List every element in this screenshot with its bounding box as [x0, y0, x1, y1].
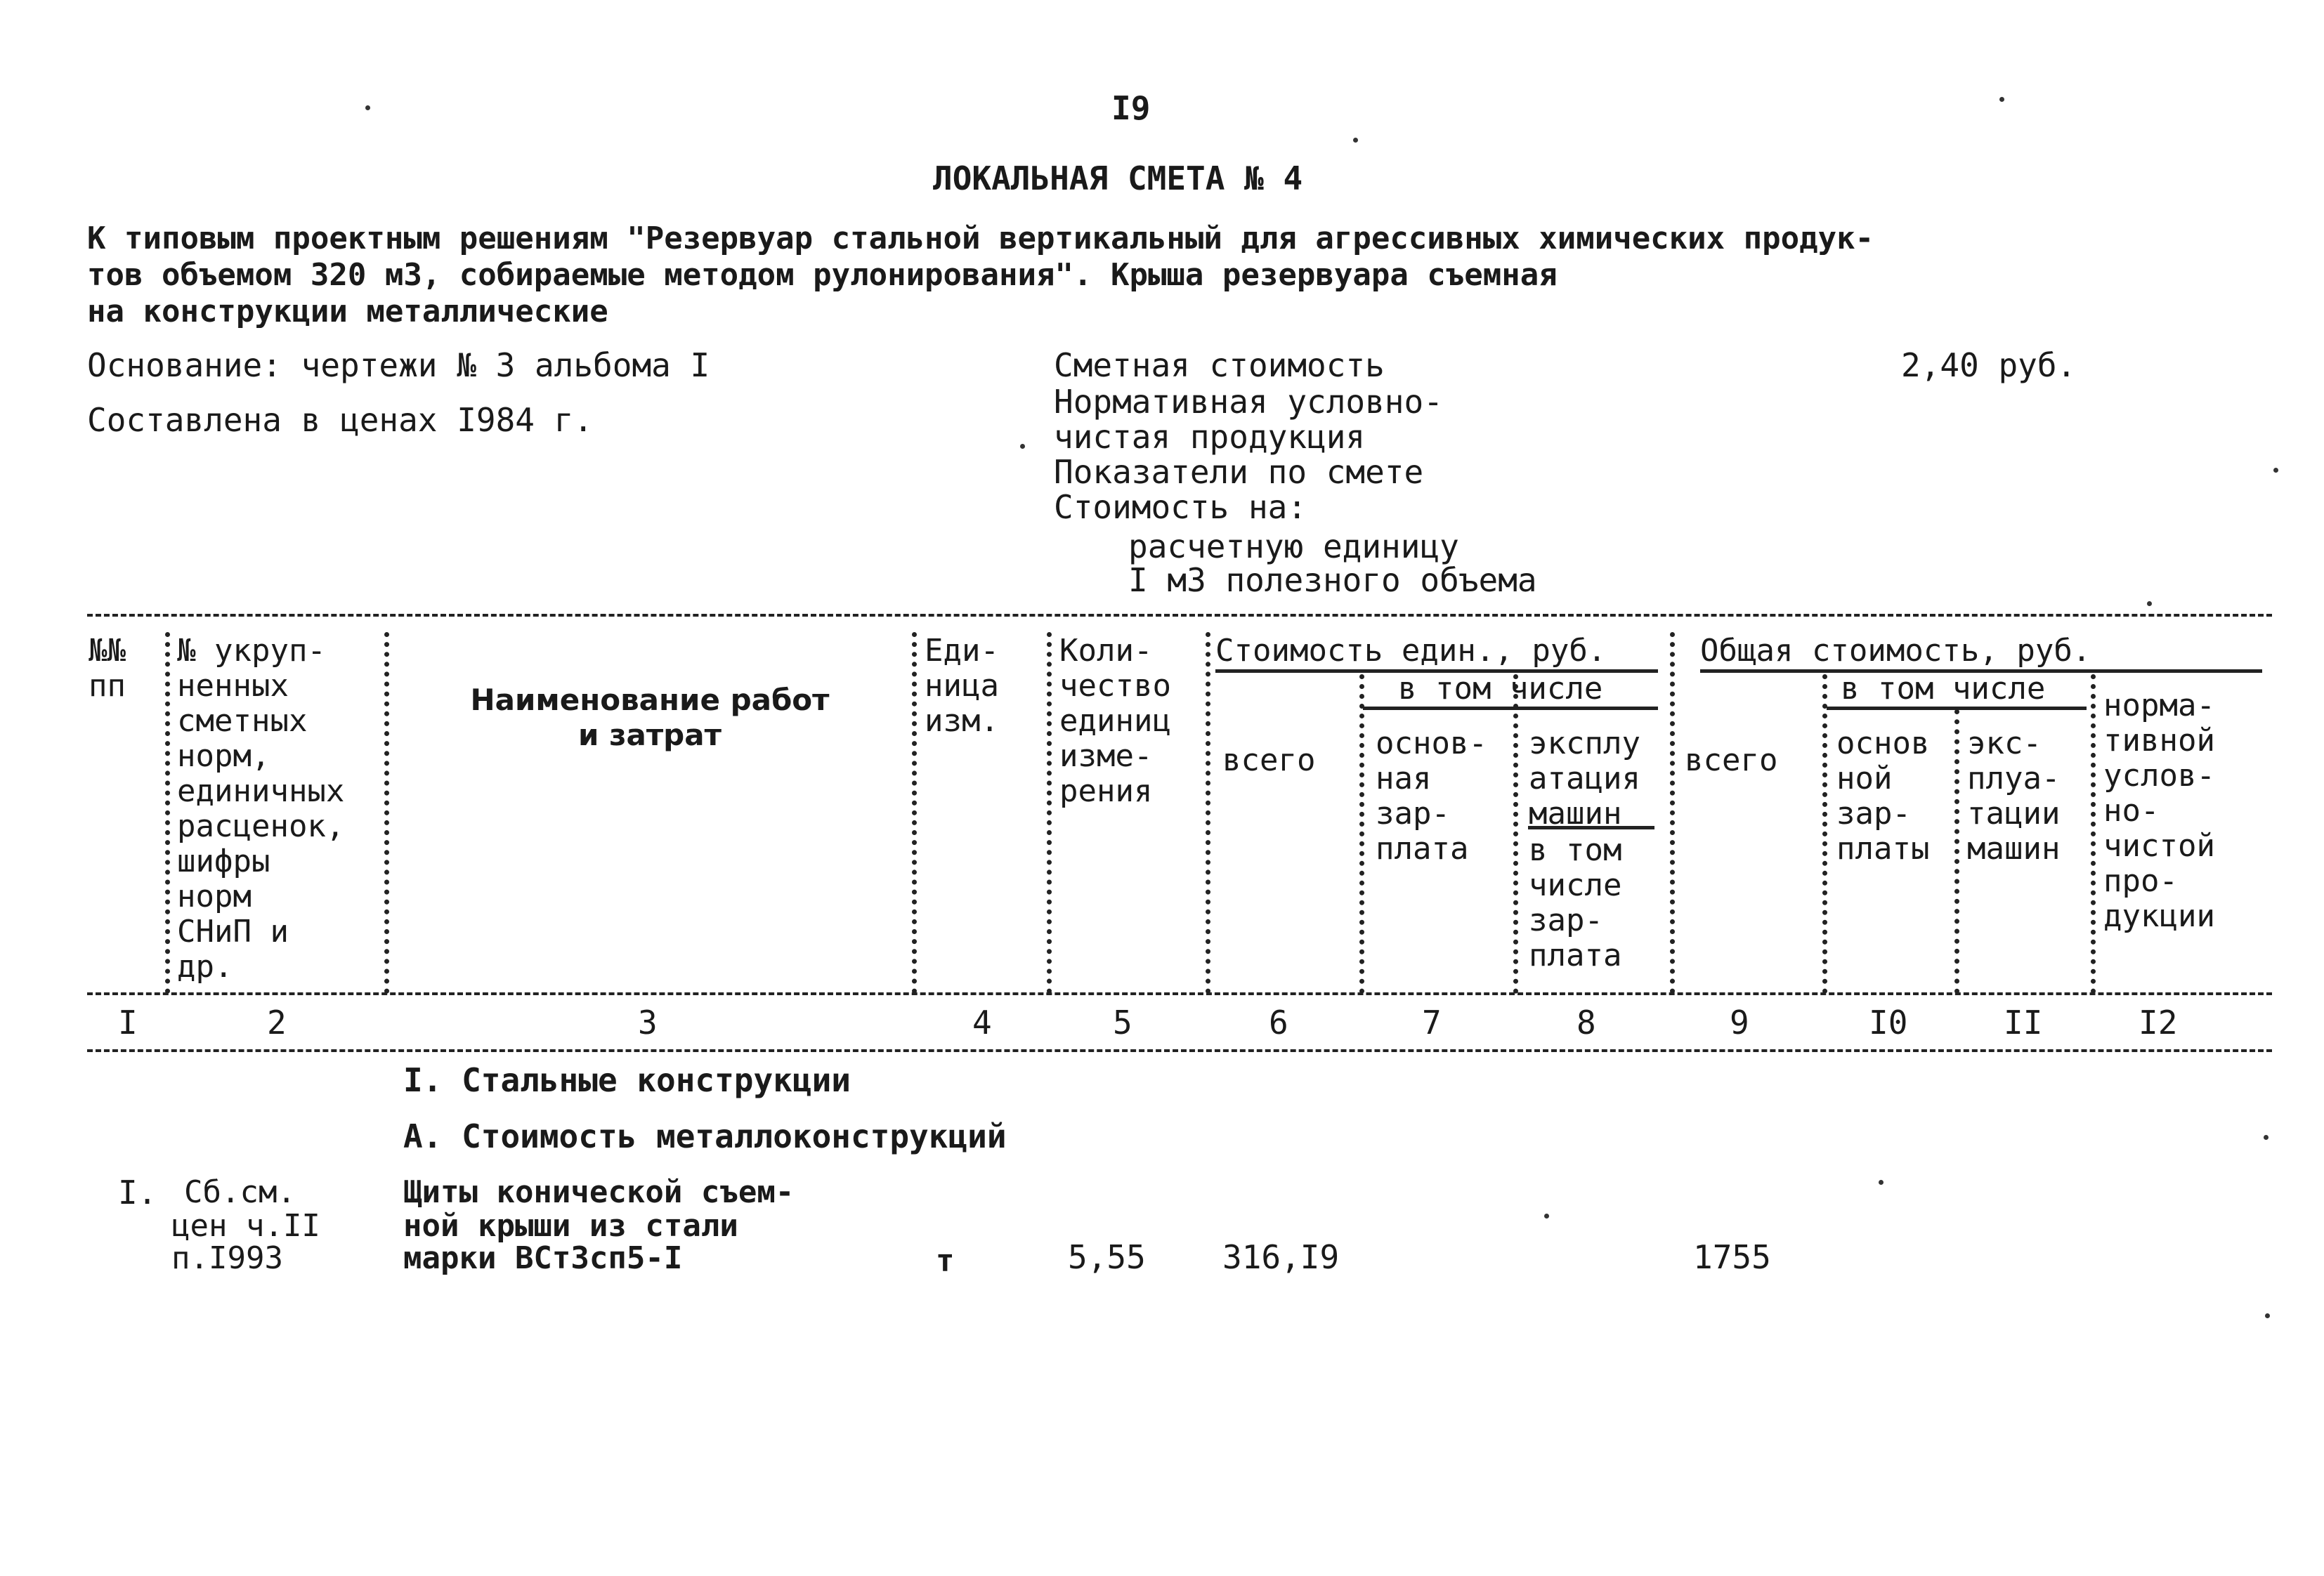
section-title: I. Стальные конструкции [403, 1061, 851, 1099]
header-unit-cost-group: Стоимость един., руб. [1215, 633, 1607, 669]
col-sep-3 [912, 632, 917, 994]
header-unit-cost-total: всего [1222, 742, 1316, 778]
table-top-rule [87, 614, 2272, 617]
volume-label: I м3 полезного объема [1128, 561, 1537, 599]
row-code-line-1: Сб.см. [184, 1174, 296, 1210]
header-quantity: Коли- чество единиц изме- рения [1059, 633, 1171, 809]
scan-speck [1353, 138, 1358, 143]
col-sep-6 [1359, 674, 1364, 994]
estimated-cost-value: 2,40 руб. [1901, 346, 2077, 384]
col-number-3: 3 [638, 1004, 658, 1042]
scan-speck [2273, 468, 2278, 473]
col-sep-7 [1513, 674, 1518, 994]
col-number-6: 6 [1269, 1004, 1288, 1042]
col-number-5: 5 [1113, 1004, 1132, 1042]
scan-speck [2265, 1313, 2270, 1318]
scan-speck [1544, 1214, 1549, 1219]
col-number-7: 7 [1422, 1004, 1442, 1042]
header-normative-product: норма- тивной услов- но- чистой про- дукции [2103, 688, 2215, 934]
col-sep-1 [165, 632, 170, 994]
prices-year-text: Составлена в ценах I984 г. [87, 401, 594, 439]
indicators-label: Показатели по смете [1054, 453, 1424, 491]
scan-speck [1020, 444, 1025, 449]
header-total-cost-group: Общая стоимость, руб. [1700, 633, 2091, 669]
subtitle-line-3: на конструкции металлические [87, 294, 608, 329]
col-number-1: I [118, 1004, 138, 1042]
header-total-base-salary: основ ной зар- платы [1836, 725, 1930, 867]
header-machine-salary: в том числе зар- плата [1529, 832, 1622, 973]
estimated-cost-label: Сметная стоимость [1054, 346, 1385, 384]
col-sep-2 [384, 632, 389, 994]
col-number-10: I0 [1869, 1004, 1908, 1042]
header-machine-operation: эксплу атация машин [1529, 725, 1640, 832]
subtitle-line-2: тов объемом 320 м3, собираемые методом рулонирования". Крыша резервуара съемная [87, 257, 1558, 293]
subsection-title: А. Стоимость металлоконструкций [403, 1117, 1007, 1155]
col-number-12: I2 [2139, 1004, 2178, 1042]
col-sep-11 [2091, 674, 2096, 994]
col-number-9: 9 [1730, 1004, 1749, 1042]
unit-label: расчетную единицу [1128, 527, 1459, 565]
row-quantity: 5,55 [1068, 1238, 1146, 1276]
normative-label-2: чистая продукция [1054, 418, 1366, 456]
col-sep-4 [1047, 632, 1052, 994]
col-number-11: II [2004, 1004, 2043, 1042]
header-total-cost: всего [1685, 742, 1778, 778]
cost-per-label: Стоимость на: [1054, 488, 1307, 526]
row-code-line-2: цен ч.II [171, 1208, 320, 1244]
header-total-cost-incl: в том числе [1841, 671, 2046, 707]
col-sep-8 [1670, 632, 1675, 994]
page-number: I9 [1111, 89, 1151, 127]
header-base-salary: основ- ная зар- плата [1376, 725, 1487, 867]
column-numbers-rule [87, 1049, 2272, 1052]
normative-label-1: Нормативная условно- [1054, 383, 1443, 421]
header-name: Наименование работ и затрат [470, 683, 830, 752]
row-unit: т [936, 1243, 955, 1279]
subtitle-line-1: К типовым проектным решениям "Резервуар стальной вертикальный для агрессивных химических продук- [87, 221, 1874, 256]
row-name-line-3: марки ВСт3сп5-I [403, 1240, 683, 1276]
header-bottom-rule [87, 992, 2272, 995]
row-code-line-3: п.I993 [171, 1240, 283, 1276]
scan-speck [2264, 1135, 2268, 1140]
col-sep-5 [1206, 632, 1210, 994]
col-sep-10 [1954, 709, 1959, 994]
row-total-cost: 1755 [1693, 1238, 1771, 1276]
row-number: I. [118, 1174, 157, 1211]
scan-speck [1999, 97, 2004, 102]
header-unit: Еди- ница изм. [925, 633, 999, 739]
header-unit-cost-incl: в том числе [1398, 671, 1603, 707]
row-name-line-1: Щиты конической съем- [403, 1174, 795, 1210]
col-number-2: 2 [267, 1004, 287, 1042]
scan-speck [1879, 1180, 1884, 1185]
row-name-line-2: ной крыши из стали [403, 1208, 738, 1244]
row-unit-cost: 316,I9 [1222, 1238, 1340, 1276]
header-code: № укруп- ненных сметных норм, единичных расценок, шифры норм СНиП и др. [177, 633, 345, 985]
col-number-4: 4 [972, 1004, 992, 1042]
basis-text: Основание: чертежи № 3 альбома I [87, 346, 710, 384]
scan-speck [2147, 601, 2152, 606]
header-total-machines: экс- плуа- тации машин [1967, 725, 2061, 867]
col-number-8: 8 [1576, 1004, 1596, 1042]
page-title: ЛОКАЛЬНАЯ СМЕТА № 4 [933, 159, 1303, 197]
header-num: №№ пп [89, 633, 126, 704]
unit-cost-incl-rule [1363, 707, 1658, 710]
col-sep-9 [1822, 674, 1827, 994]
scan-speck [365, 105, 370, 110]
